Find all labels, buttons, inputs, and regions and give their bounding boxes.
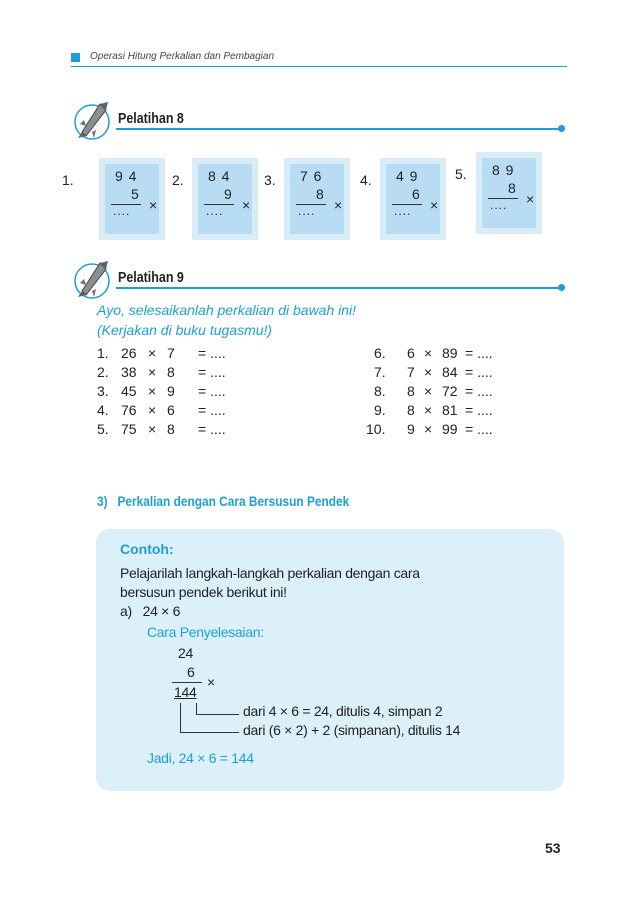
answer-blank: .... xyxy=(206,204,224,218)
times-sign: × xyxy=(148,402,157,418)
operand-a: 8 xyxy=(407,383,415,399)
times-sign: × xyxy=(424,345,433,361)
problem-row xyxy=(97,421,277,440)
problem-number: 10. xyxy=(366,421,386,437)
operand-b: 8 xyxy=(167,421,175,437)
step-note-1: dari 4 × 6 = 24, ditulis 4, simpan 2 xyxy=(243,703,443,719)
operand-a: 9 xyxy=(407,421,415,437)
operand-a: 6 xyxy=(407,345,415,361)
multiplier: 6 xyxy=(412,186,420,202)
problem-list-right xyxy=(362,345,522,440)
operand-b: 89 xyxy=(442,345,458,361)
answer-blank: .... xyxy=(394,204,412,218)
operand-b: 9 xyxy=(167,383,175,399)
times-sign: × xyxy=(149,197,158,213)
worked-multiplicand: 24 xyxy=(178,645,193,661)
times-sign: × xyxy=(148,421,157,437)
item-number: 1. xyxy=(62,172,74,188)
example-text-line-2: bersusun pendek berikut ini! xyxy=(120,584,287,600)
problem-row xyxy=(97,402,277,421)
problem-row xyxy=(362,383,522,402)
problem-row xyxy=(362,421,522,440)
answer-blank: = .... xyxy=(465,345,493,361)
operand-b: 99 xyxy=(442,421,458,437)
exercise-card xyxy=(99,158,165,240)
worked-times-sign: × xyxy=(207,674,215,690)
multiplier: 8 xyxy=(508,180,516,196)
instruction: Ayo, selesaikanlah perkalian di bawah ini! xyxy=(97,302,357,318)
answer-blank: = .... xyxy=(465,383,493,399)
operand-a: 8 xyxy=(407,402,415,418)
problem-number: 9. xyxy=(374,402,386,418)
times-sign: × xyxy=(148,364,157,380)
operand-b: 8 xyxy=(167,364,175,380)
pelatihan-8-rule-dot xyxy=(558,125,565,132)
exercise-card xyxy=(380,158,446,240)
pelatihan-8-title: Pelatihan 8 xyxy=(118,111,184,127)
exercise-card xyxy=(192,158,258,240)
problem-number: 2. xyxy=(97,364,109,380)
multiplicand: 8 4 xyxy=(208,168,231,184)
answer-blank: = .... xyxy=(465,421,493,437)
operand-a: 76 xyxy=(121,402,137,418)
operand-b: 6 xyxy=(167,402,175,418)
multiplicand: 7 6 xyxy=(300,168,323,184)
item-number: 5. xyxy=(455,166,467,182)
item-number: 4. xyxy=(360,172,372,188)
problem-row xyxy=(97,364,277,383)
problem-number: 5. xyxy=(97,421,109,437)
times-sign: × xyxy=(424,421,433,437)
answer-blank: = .... xyxy=(198,421,226,437)
pelatihan-8-rule xyxy=(116,128,562,130)
worked-sum-line xyxy=(172,682,202,683)
problem-number: 6. xyxy=(374,345,386,361)
pelatihan-9-title: Pelatihan 9 xyxy=(118,270,184,286)
example-subitem: a) 24 × 6 xyxy=(120,603,181,619)
pelatihan-9-rule xyxy=(116,287,562,289)
times-sign: × xyxy=(430,197,439,213)
example-text-line-1: Pelajarilah langkah-langkah perkalian dengan cara xyxy=(120,565,420,581)
running-header: Operasi Hitung Perkalian dan Pembagian xyxy=(90,51,274,62)
problem-number: 4. xyxy=(97,402,109,418)
problem-row xyxy=(97,383,277,402)
answer-blank: = .... xyxy=(198,402,226,418)
problem-list-left xyxy=(97,345,277,440)
times-sign: × xyxy=(242,197,251,213)
multiplicand: 9 4 xyxy=(115,168,138,184)
multiplicand: 8 9 xyxy=(492,162,515,178)
answer-blank: = .... xyxy=(465,402,493,418)
operand-a: 26 xyxy=(121,345,137,361)
operand-a: 38 xyxy=(121,364,137,380)
times-sign: × xyxy=(424,364,433,380)
times-sign: × xyxy=(526,191,535,207)
multiplier: 5 xyxy=(131,186,139,202)
example-label: Contoh: xyxy=(120,541,174,557)
item-number: 2. xyxy=(172,172,184,188)
multiplier: 8 xyxy=(316,186,324,202)
operand-b: 72 xyxy=(442,383,458,399)
answer-blank: = .... xyxy=(198,364,226,380)
rocket-icon xyxy=(72,257,112,301)
times-sign: × xyxy=(148,345,157,361)
problem-number: 7. xyxy=(374,364,386,380)
solution-label: Cara Penyelesaian: xyxy=(147,624,264,640)
conclusion: Jadi, 24 × 6 = 144 xyxy=(147,750,254,766)
item-number: 3. xyxy=(264,172,276,188)
exercise-card xyxy=(284,158,350,240)
section-3-heading: 3) Perkalian dengan Cara Bersusun Pendek xyxy=(97,494,350,509)
operand-b: 84 xyxy=(442,364,458,380)
problem-row xyxy=(362,402,522,421)
answer-blank: .... xyxy=(113,204,131,218)
problem-row xyxy=(362,364,522,383)
worked-multiplier: 6 xyxy=(187,664,195,680)
instruction-note: (Kerjakan di buku tugasmu!) xyxy=(97,322,273,338)
header-square-icon xyxy=(71,53,80,62)
problem-row xyxy=(97,345,277,364)
multiplicand: 4 9 xyxy=(396,168,419,184)
operand-b: 81 xyxy=(442,402,458,418)
answer-blank: = .... xyxy=(465,364,493,380)
problem-number: 3. xyxy=(97,383,109,399)
exercise-card xyxy=(476,152,542,234)
operand-a: 7 xyxy=(407,364,415,380)
times-sign: × xyxy=(424,383,433,399)
step-note-2: dari (6 × 2) + 2 (simpanan), ditulis 14 xyxy=(243,722,461,738)
problem-row xyxy=(362,345,522,364)
times-sign: × xyxy=(148,383,157,399)
operand-b: 7 xyxy=(167,345,175,361)
operand-a: 75 xyxy=(121,421,137,437)
pelatihan-9-rule-dot xyxy=(558,284,565,291)
answer-blank: = .... xyxy=(198,345,226,361)
problem-number: 1. xyxy=(97,345,109,361)
answer-blank: .... xyxy=(490,198,508,212)
answer-blank: .... xyxy=(298,204,316,218)
rocket-icon xyxy=(72,98,112,142)
problem-number: 8. xyxy=(374,383,386,399)
times-sign: × xyxy=(334,197,343,213)
header-rule xyxy=(71,66,567,67)
connector-tens xyxy=(180,703,239,733)
page-number: 53 xyxy=(545,840,561,856)
times-sign: × xyxy=(424,402,433,418)
multiplier: 9 xyxy=(224,186,232,202)
answer-blank: = .... xyxy=(198,383,226,399)
operand-a: 45 xyxy=(121,383,137,399)
worked-result: 144 xyxy=(174,684,197,700)
